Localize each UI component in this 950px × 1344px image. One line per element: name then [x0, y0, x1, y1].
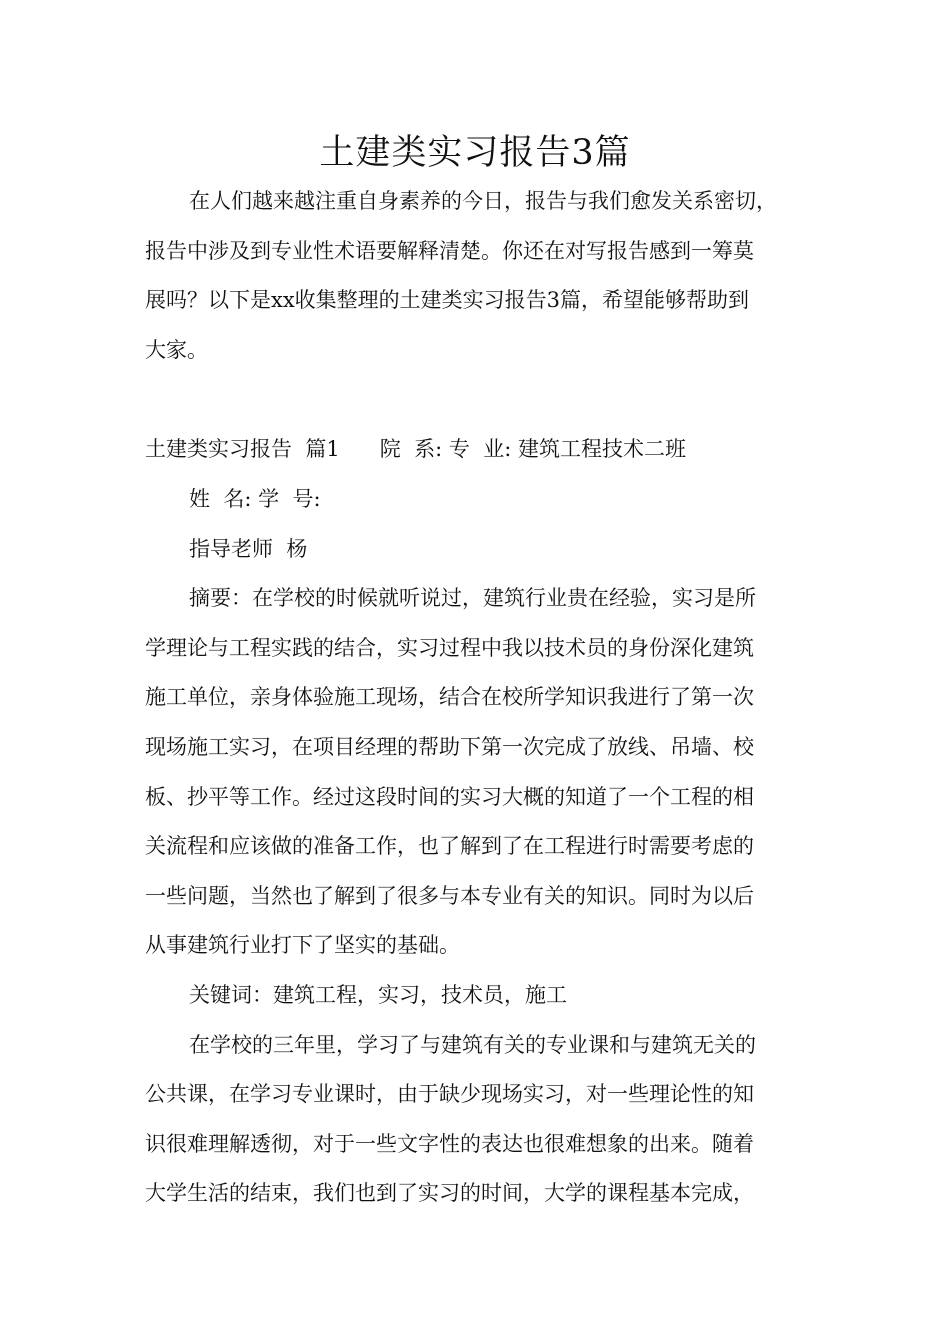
abstract-line: 板、抄平等工作。经过这段时间的实习大概的知道了一个工程的相: [145, 784, 754, 809]
abstract-line: 从事建筑行业打下了坚实的基础。: [145, 933, 460, 958]
name-line: 姓 名: 学 号:: [189, 486, 321, 511]
body-line: 在学校的三年里，学习了与建筑有关的专业课和与建筑无关的: [189, 1032, 756, 1057]
body-line: 识很难理解透彻，对于一些文字性的表达也很难想象的出来。随着: [145, 1131, 754, 1156]
body-line: 公共课，在学习专业课时，由于缺少现场实习，对一些理论性的知: [145, 1082, 754, 1107]
blank-line: [145, 375, 825, 425]
abstract-line: 摘要：在学校的时候就听说过，建筑行业贵在经验，实习是所: [189, 586, 756, 611]
abstract-line: 关流程和应该做的准备工作，也了解到了在工程进行时需要考虑的: [145, 834, 754, 859]
document-title: 土建类实习报告3篇: [319, 133, 631, 173]
abstract-line: 学理论与工程实践的结合，实习过程中我以技术员的身份深化建筑: [145, 635, 754, 660]
document-body: [145, 177, 825, 1219]
intro-line: 报告中涉及到专业性术语要解释清楚。你还在对写报告感到一筹莫: [145, 238, 754, 263]
teacher-line: 指导老师 杨: [189, 536, 308, 561]
section-header: 土建类实习报告 篇1 院 系: 专 业: 建筑工程技术二班: [145, 437, 686, 462]
intro-line: 大家。: [145, 337, 208, 362]
abstract-line: 现场施工实习，在项目经理的帮助下第一次完成了放线、吊墙、校: [145, 734, 754, 759]
abstract-line: 施工单位，亲身体验施工现场，结合在校所学知识我进行了第一次: [145, 685, 754, 710]
keywords-line: 关键词：建筑工程，实习，技术员，施工: [189, 982, 567, 1007]
body-line: 大学生活的结束，我们也到了实习的时间，大学的课程基本完成，: [145, 1181, 754, 1206]
abstract-line: 一些问题，当然也了解到了很多与本专业有关的知识。同时为以后: [145, 883, 754, 908]
intro-line: 展吗？以下是xx收集整理的土建类实习报告3篇，希望能够帮助到: [145, 288, 750, 313]
intro-line: 在人们越来越注重自身素养的今日，报告与我们愈发关系密切，: [189, 189, 777, 213]
